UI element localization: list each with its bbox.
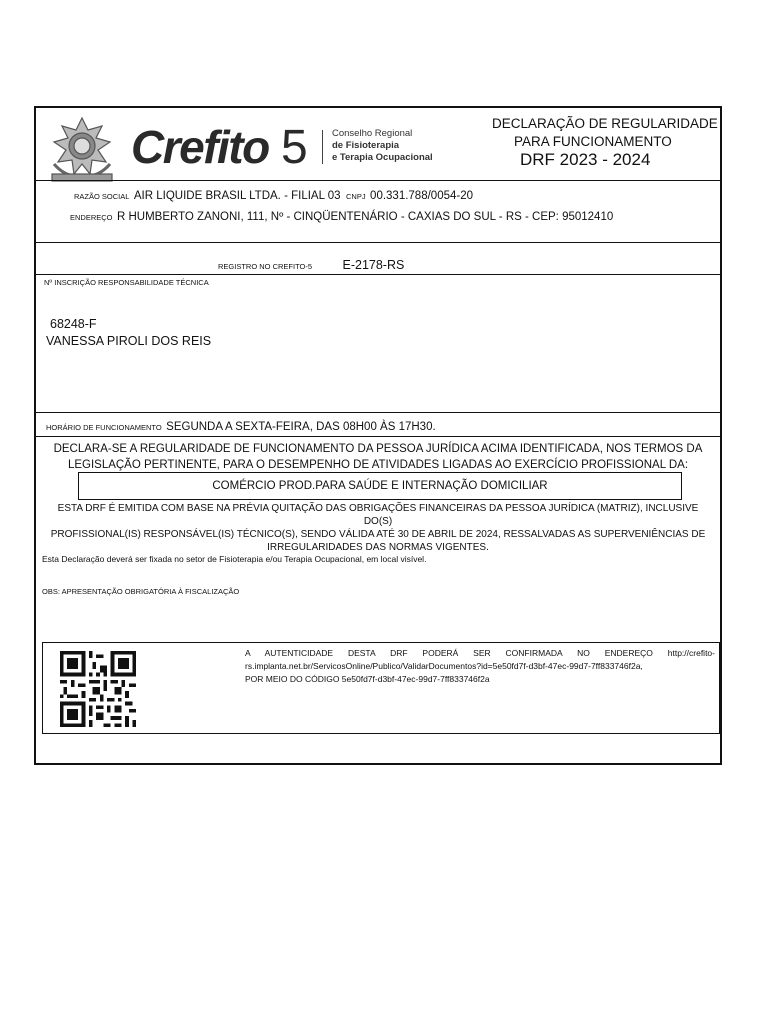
emissao-line: PROFISSIONAL(IS) RESPONSÁVEL(IS) TÉCNICO(S), SENDO VÁLIDA ATÉ 30 DE ABRIL DE 2024, RESSALVADAS AS SUPERVENIÊNCIAS DE [50,529,706,540]
cnpj-row [346,186,473,204]
brand-logo-number: 5 [281,121,308,174]
endereco-label: ENDEREÇO [70,213,113,222]
brand-logo-text: Crefito [131,121,269,173]
autenticidade-code: POR MEIO DO CÓDIGO 5e50fd7f-d3bf-47ec-99d7-7ff833746f2a [245,674,490,684]
title-line: PARA FUNCIONAMENTO [514,134,672,149]
cnpj-label: CNPJ [346,192,366,201]
atividade-box: COMÉRCIO PROD.PARA SAÚDE E INTERNAÇÃO DOMICILIAR [78,472,682,500]
brazil-coat-of-arms-icon [46,116,118,184]
autenticidade-text [245,647,715,686]
declaracao-line: DECLARA-SE A REGULARIDADE DE FUNCIONAMENTO DA PESSOA JURÍDICA ACIMA IDENTIFICADA, NOS TERMOS DA [53,443,703,455]
divider [36,242,720,243]
emissao-text [46,502,710,554]
cnpj-value: 00.331.788/0054-20 [370,190,474,202]
autenticidade-box [42,642,720,734]
razao-social-label: RAZÃO SOCIAL [74,192,130,201]
horario-label: HORÁRIO DE FUNCIONAMENTO [46,423,162,432]
responsavel-inscricao: 68248-F [50,317,97,331]
fixacao-notice: Esta Declaração deverá ser fixada no setor de Fisioterapia e/ou Terapia Ocupacional, em local visível. [42,554,427,564]
registro-value: E-2178-RS [342,258,405,272]
registro-row [218,256,404,274]
responsavel-label: Nº INSCRIÇÃO RESPONSABILIDADE TÉCNICA [44,278,209,287]
brand-subtitle-line: Conselho Regional [332,128,413,139]
brand-divider [322,130,323,164]
emissao-line: ESTA DRF É EMITIDA COM BASE NA PRÉVIA QUITAÇÃO DAS OBRIGAÇÕES FINANCEIRAS DA PESSOA JURÍDICA (MATRIZ), INCLUSIVE DO(S) [57,503,699,527]
brand-subtitle [332,128,433,164]
responsavel-nome: VANESSA PIROLI DOS REIS [46,334,212,348]
obs-notice: OBS: APRESENTAÇÃO OBRIGATÓRIA À FISCALIZAÇÃO [42,587,240,596]
endereco-row [70,207,613,225]
horario-value: SEGUNDA A SEXTA-FEIRA, DAS 08H00 ÀS 17H30. [166,421,436,433]
divider [36,412,720,413]
razao-social-value: AIR LIQUIDE BRASIL LTDA. - FILIAL 03 [133,190,341,202]
brand-subtitle-line: e Terapia Ocupacional [332,152,433,163]
autenticidade-url[interactable]: rs.implanta.net.br/ServicosOnline/Publico/ValidarDocumentos?id=5e50fd7f-d3bf-47ec-99d7-7ff833746f2a, [245,661,643,671]
qr-code-icon[interactable] [57,651,139,727]
document-title [492,115,718,151]
divider [36,180,720,181]
declaracao-text [46,441,710,473]
autenticidade-line: A AUTENTICIDADE DESTA DRF PODERÁ SER CONFIRMADA NO ENDEREÇO http://crefito- [245,648,715,658]
emissao-line: IRREGULARIDADES DAS NORMAS VIGENTES. [267,542,489,553]
regularity-declaration-document [34,106,722,765]
horario-row [46,417,436,435]
razao-social-row [74,186,341,204]
endereco-value: R HUMBERTO ZANONI, 111, Nº - CINQÜENTENÁRIO - CAXIAS DO SUL - RS - CEP: 95012410 [116,211,614,223]
declaracao-line: LEGISLAÇÃO PERTINENTE, PARA O DESEMPENHO DE ATIVIDADES LIGADAS AO EXERCÍCIO PROFISSIONAL DA: [67,459,689,471]
drf-year: DRF 2023 - 2024 [520,150,651,169]
brand-subtitle-line: de Fisioterapia [332,140,400,151]
title-line: DECLARAÇÃO DE REGULARIDADE [492,116,718,131]
divider [36,436,720,437]
registro-label: REGISTRO NO CREFITO-5 [218,262,313,271]
divider [36,274,720,275]
